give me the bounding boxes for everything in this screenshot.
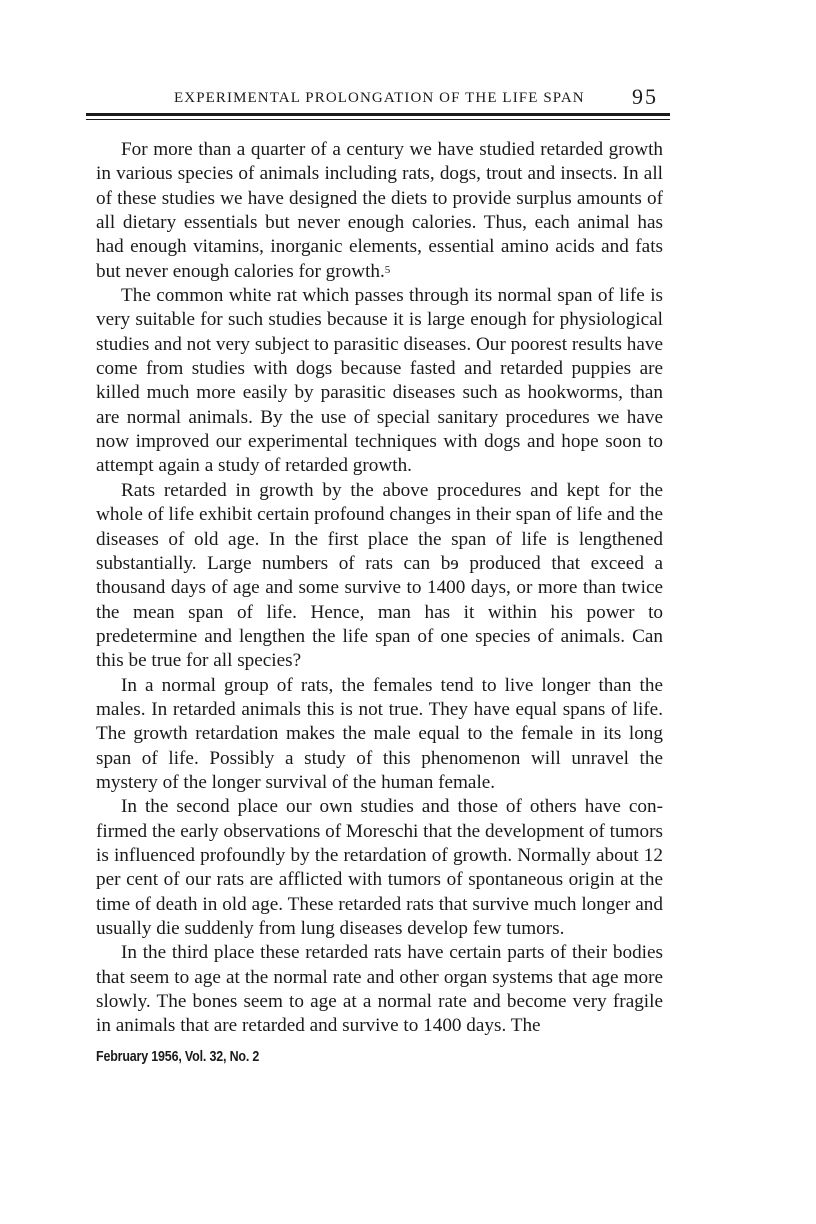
footnote-reference: 5 bbox=[384, 263, 391, 276]
paragraph-3: Rats retarded in growth by the above procedures and kept for the whole of life exhibit certain profound changes in their span of life and the diseases of old age. In the first place the span of life is lengthened substantially. Large numbers of rats can bɘ produced that exceed a thousand days of age and some survive to 1400 days, or more than twice the mean span of life. Hence, man has it within his power to predetermine and lengthen the life span of one species of animals. Can this be true for all species? bbox=[96, 479, 663, 672]
paragraph-6: In the third place these retarded rats have certain parts of their bodies that seem to age at the normal rate and other organ systems that age more slowly. The bones seem to age at a normal rate and become very fragile in animals that are retarded and survive to 1400 days. The bbox=[96, 942, 663, 1037]
header-rule-thin bbox=[86, 119, 670, 120]
paragraph-text: For more than a quarter of a century we have studied retarded growth in various species of animals including rats, dogs, trout and insects. In all of these studies we have designed the diets to provide surplus amounts of all dietary essentials but never enough calories. Thus, each animal has had enough vitamins, inorganic elements, essential amino acids and fats but never enough calories for growth. bbox=[96, 139, 663, 282]
header-rule-thick bbox=[86, 113, 670, 116]
page-number: 95 bbox=[632, 84, 658, 109]
paragraph-4: In a normal group of rats, the females tend to live longer than the males. In retarded animals this is not true. They have equal spans of life. The growth retardation makes the male equal to the female in its long span of life. Possibly a study of this phenomenon will unravel the mystery of the longer survival of the human female. bbox=[96, 674, 663, 793]
paragraph-2: The common white rat which passes through its normal span of life is very suitable for such studies because it is large enough for physiological studies and not very subject to parasitic diseases. Our poorest results have come from studies with dogs because fasted and retarded puppies are killed much more easily by parasitic diseases such as hookworms, than are normal animals. By the use of special sanitary procedures we have now improved our experimental techniques with dogs and hope soon to attempt again a study of retarded growth. bbox=[96, 285, 663, 477]
body-text bbox=[96, 138, 663, 1039]
footer-citation: February 1956, Vol. 32, No. 2 bbox=[96, 1049, 260, 1065]
paragraph-5: In the second place our own studies and those of others have confirmed the early observations of Moreschi that the development of tumors is influenced profoundly by the retardation of growth. Normally about 12 per cent of our rats are afflicted with tumors of spontaneous origin at the time of death in old age. These retarded rats that survive much longer and usually die suddenly from lung diseases develop few tumors. bbox=[96, 796, 663, 939]
running-title: EXPERIMENTAL PROLONGATION OF THE LIFE SPAN bbox=[174, 90, 585, 106]
running-head bbox=[86, 86, 668, 116]
paragraph-1 bbox=[96, 138, 663, 284]
